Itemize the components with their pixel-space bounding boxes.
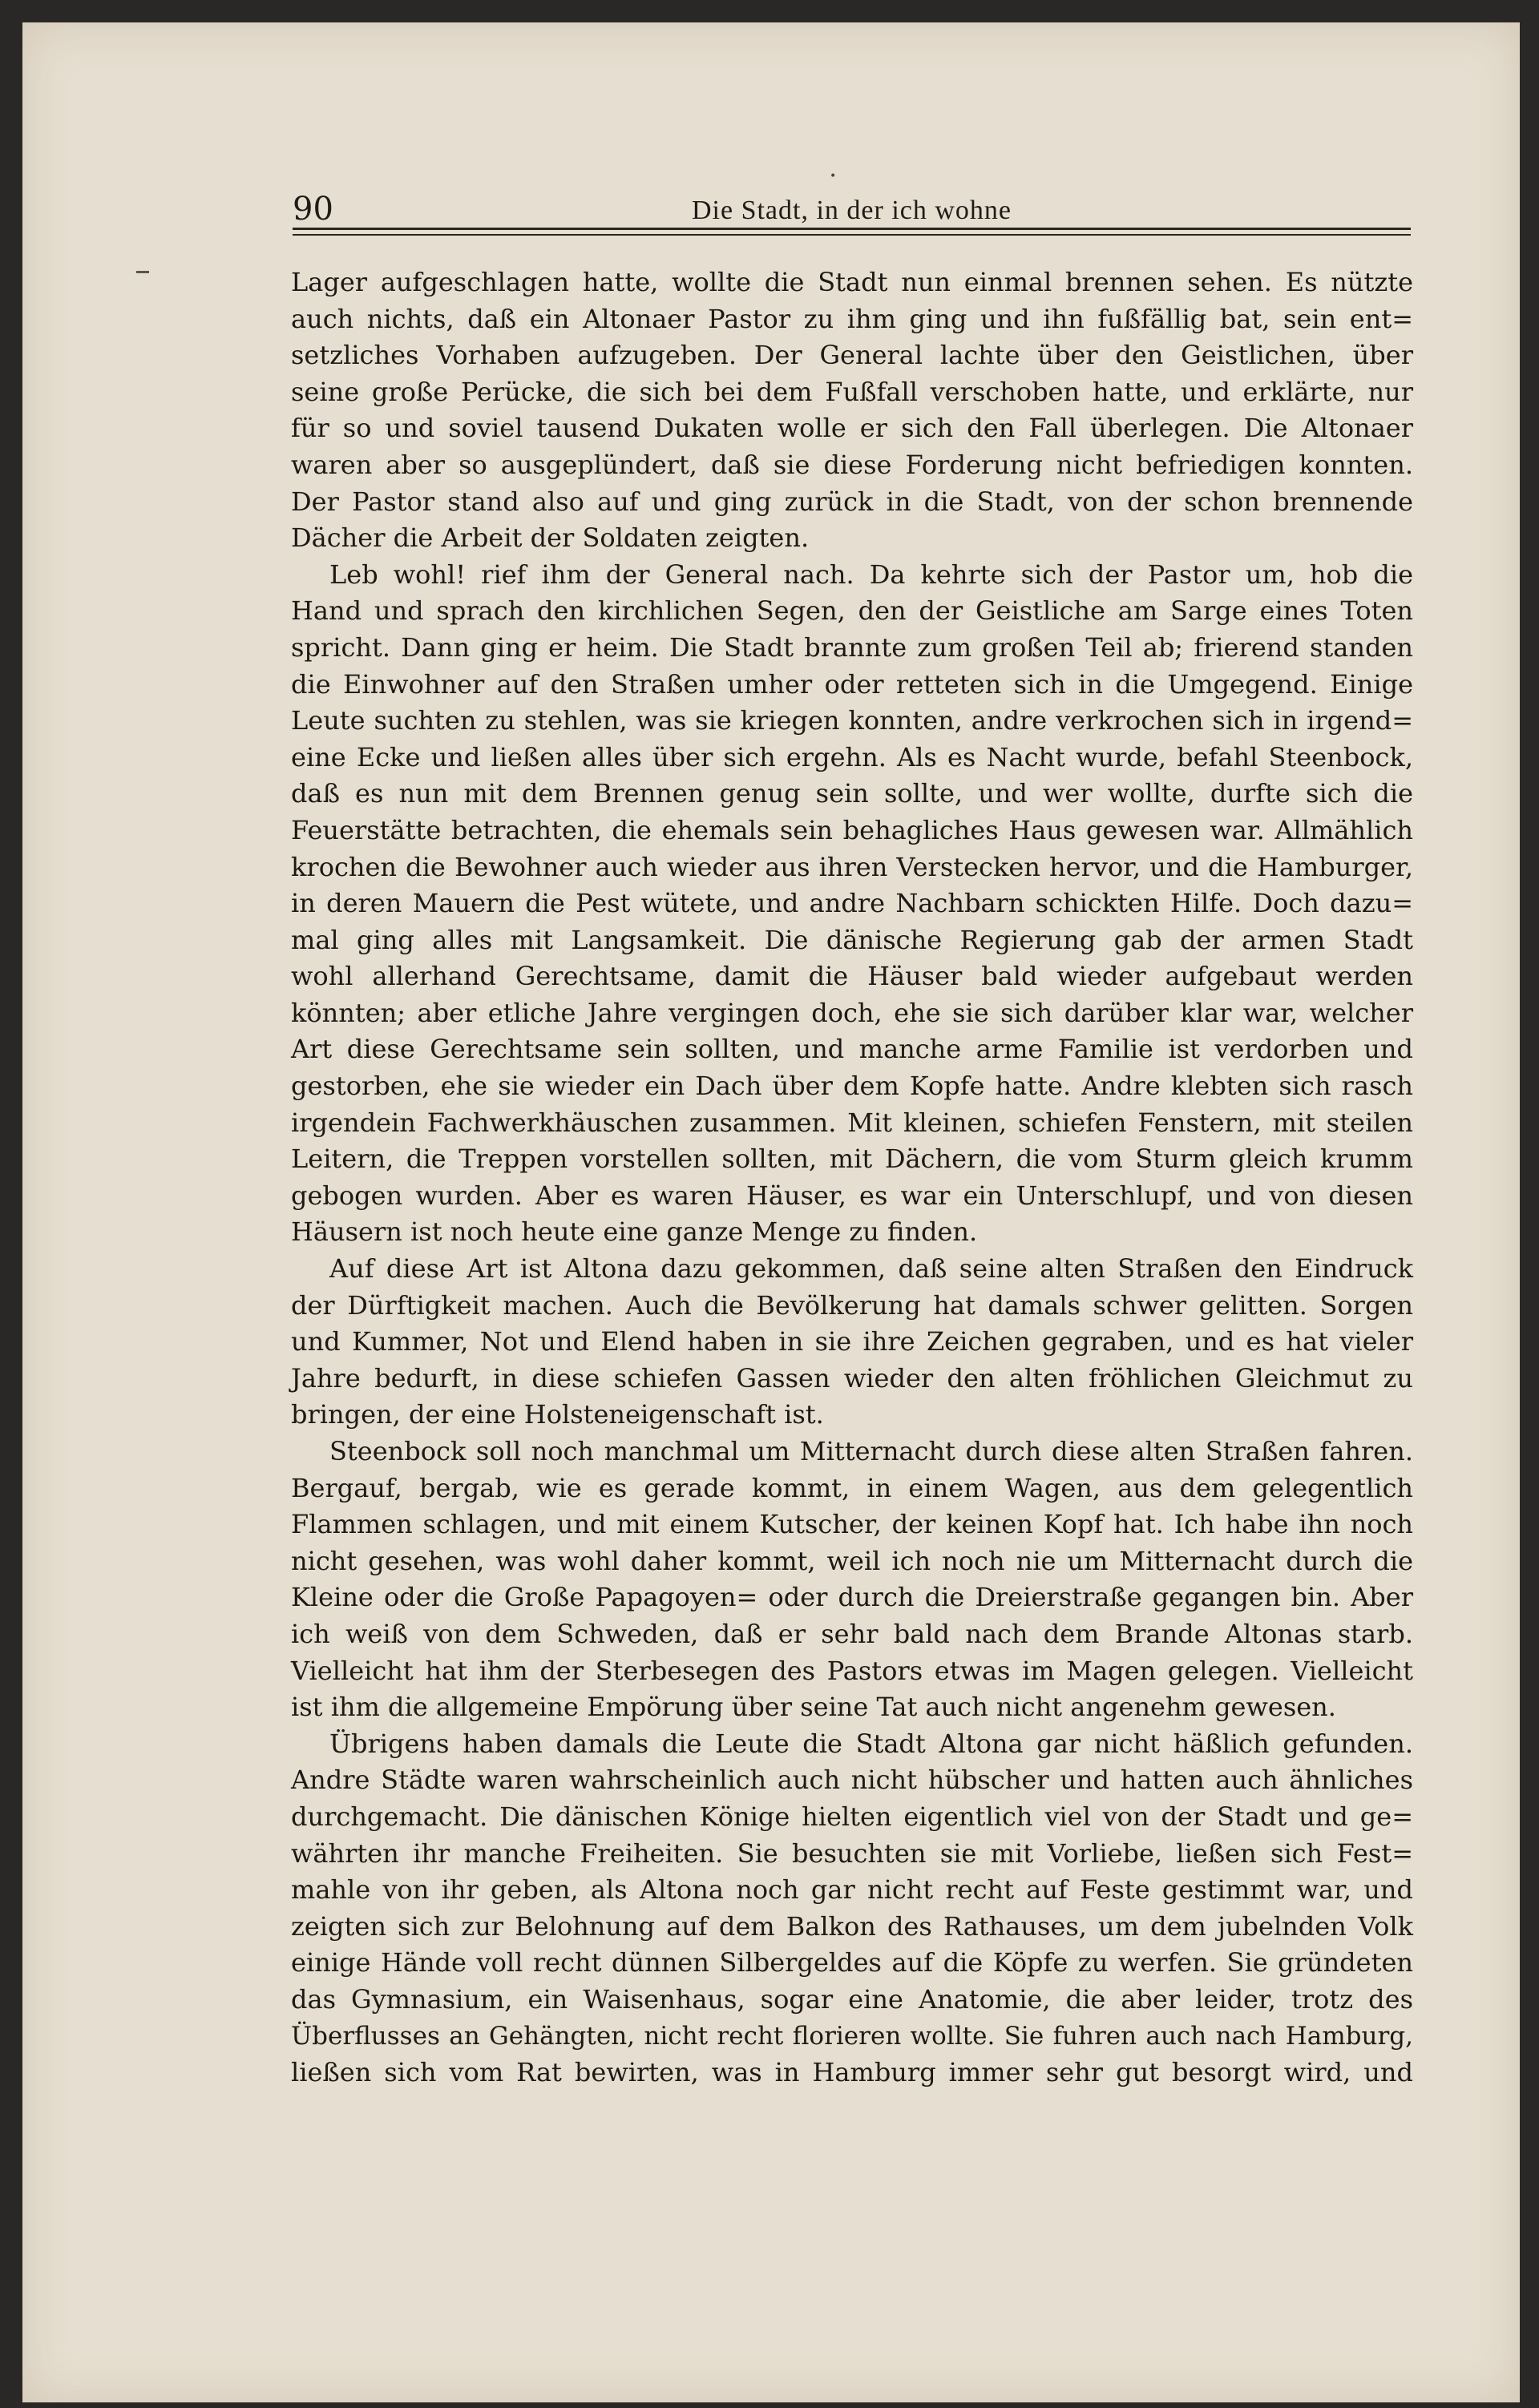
text-line: Bergauf, bergab, wie es gerade kommt, in einem Wagen, aus dem gelegentlich bbox=[291, 1472, 1413, 1503]
text-line: Leute suchten zu stehlen, was sie kriegen konnten, andre verkrochen sich in irgend= bbox=[291, 705, 1413, 736]
text-line: bringen, der eine Holsteneigenschaft ist. bbox=[291, 1399, 824, 1430]
page-number: 90 bbox=[293, 191, 333, 228]
header-rule-thick bbox=[293, 228, 1411, 230]
text-line: nicht gesehen, was wohl daher kommt, weil ich noch nie um Mitternacht durch die bbox=[291, 1545, 1413, 1576]
text-line: Flammen schlagen, und mit einem Kutscher, der keinen Kopf hat. Ich habe ihn noch bbox=[291, 1509, 1413, 1540]
text-line: Kleine oder die Große Papagoyen= oder durch die Dreierstraße gegangen bin. Aber bbox=[291, 1582, 1413, 1613]
text-line: ließen sich vom Rat bewirten, was in Hamburg immer sehr gut besorgt wird, und bbox=[291, 2057, 1413, 2088]
text-line: Hand und sprach den kirchlichen Segen, den der Geistliche am Sarge eines Toten bbox=[291, 595, 1413, 627]
text-line: könnten; aber etliche Jahre vergingen doch, ehe sie sich darüber klar war, welcher bbox=[291, 997, 1413, 1028]
text-line: ich weiß von dem Schweden, daß er sehr bald nach dem Brande Altonas starb. bbox=[291, 1618, 1413, 1649]
text-line: Steenbock soll noch manchmal um Mitternacht durch diese alten Straßen fahren. bbox=[329, 1436, 1413, 1466]
text-line: Andre Städte waren wahrscheinlich auch nicht hübscher und hatten auch ähnliches bbox=[291, 1765, 1413, 1796]
body-text bbox=[291, 264, 1413, 2091]
text-line: Vielleicht hat ihm der Sterbesegen des Pastors etwas im Magen gelegen. Vielleicht bbox=[291, 1655, 1413, 1686]
text-line: Leitern, die Treppen vorstellen sollten, mit Dächern, die vom Sturm gleich krumm bbox=[291, 1143, 1413, 1175]
text-line: einige Hände voll recht dünnen Silbergeldes auf die Köpfe zu werfen. Sie gründeten bbox=[291, 1947, 1413, 1978]
text-line: das Gymnasium, ein Waisenhaus, sogar eine Anatomie, die aber leider, trotz des bbox=[291, 1983, 1413, 2015]
text-line: Leb wohl! rief ihm der General nach. Da kehrte sich der Pastor um, hob die bbox=[329, 559, 1413, 590]
text-line: waren aber so ausgeplündert, daß sie diese Forderung nicht befriedigen konnten. bbox=[291, 449, 1413, 480]
text-line: Jahre bedurft, in diese schiefen Gassen wieder den alten fröhlichen Gleichmut zu bbox=[291, 1362, 1413, 1394]
text-line: für so und soviel tausend Dukaten wolle er sich den Fall überlegen. Die Altonaer bbox=[291, 413, 1413, 444]
ink-speck: • bbox=[830, 170, 837, 183]
text-line: mal ging alles mit Langsamkeit. Die dänische Regierung gab der armen Stadt bbox=[291, 924, 1413, 955]
text-line: mahle von ihr geben, als Altona noch gar nicht recht auf Feste gestimmt war, und bbox=[291, 1874, 1413, 1906]
text-line: gebogen wurden. Aber es waren Häuser, es war ein Unterschlupf, und von diesen bbox=[291, 1180, 1413, 1211]
margin-mark bbox=[136, 271, 149, 273]
text-line: Überflusses an Gehängten, nicht recht florieren wollte. Sie fuhren auch nach Hamburg, bbox=[291, 2021, 1413, 2051]
text-line: eine Ecke und ließen alles über sich ergehn. Als es Nacht wurde, befahl Steenbock, bbox=[291, 741, 1413, 772]
text-line: auch nichts, daß ein Altonaer Pastor zu ihm ging und ihn fußfällig bat, sein ent= bbox=[291, 303, 1413, 334]
text-line: gestorben, ehe sie wieder ein Dach über dem Kopfe hatte. Andre klebten sich rasch bbox=[291, 1071, 1413, 1102]
text-line: währten ihr manche Freiheiten. Sie besuchten sie mit Vorliebe, ließen sich Fest= bbox=[291, 1837, 1413, 1869]
text-line: und Kummer, Not und Elend haben in sie ihre Zeichen gegraben, und es hat vieler bbox=[291, 1326, 1413, 1357]
text-line: irgendein Fachwerkhäuschen zusammen. Mit kleinen, schiefen Fenstern, mit steilen bbox=[291, 1107, 1413, 1138]
text-line: Häusern ist noch heute eine ganze Menge zu finden. bbox=[291, 1216, 978, 1248]
text-line: Übrigens haben damals die Leute die Stadt Altona gar nicht häßlich gefunden. bbox=[329, 1728, 1413, 1759]
text-line: seine große Perücke, die sich bei dem Fußfall verschoben hatte, und erklärte, nur bbox=[291, 376, 1413, 407]
text-line: Dächer die Arbeit der Soldaten zeigten. bbox=[291, 522, 810, 554]
text-line: ist ihm die allgemeine Empörung über seine Tat auch nicht angenehm gewesen. bbox=[291, 1692, 1336, 1723]
header-rule-thin bbox=[293, 234, 1411, 236]
text-line: Lager aufgeschlagen hatte, wollte die Stadt nun einmal brennen sehen. Es nützte bbox=[291, 267, 1413, 297]
running-title: Die Stadt, in der ich wohne bbox=[691, 196, 1012, 225]
text-line: daß es nun mit dem Brennen genug sein sollte, und wer wollte, durfte sich die bbox=[291, 778, 1413, 809]
text-line: in deren Mauern die Pest wütete, und andre Nachbarn schickten Hilfe. Doch dazu= bbox=[291, 888, 1413, 919]
text-line: setzliches Vorhaben aufzugeben. Der General lachte über den Geistlichen, über bbox=[291, 340, 1413, 371]
text-line: spricht. Dann ging er heim. Die Stadt brannte zum großen Teil ab; frierend standen bbox=[291, 631, 1413, 663]
text-line: Der Pastor stand also auf und ging zurück in die Stadt, von der schon brennende bbox=[291, 486, 1413, 517]
text-line: Feuerstätte betrachten, die ehemals sein behagliches Haus gewesen war. Allmählich bbox=[291, 814, 1413, 845]
page-header bbox=[293, 184, 1411, 232]
text-line: Art diese Gerechtsame sein sollten, und manche arme Familie ist verdorben und bbox=[291, 1034, 1413, 1065]
text-line: der Dürftigkeit machen. Auch die Bevölkerung hat damals schwer gelitten. Sorgen bbox=[291, 1289, 1413, 1321]
text-line: krochen die Bewohner auch wieder aus ihren Verstecken hervor, und die Hamburger, bbox=[291, 851, 1413, 882]
text-line: Auf diese Art ist Altona dazu gekommen, daß seine alten Straßen den Eindruck bbox=[329, 1253, 1413, 1285]
text-line: durchgemacht. Die dänischen Könige hielten eigentlich viel von der Stadt und ge= bbox=[291, 1801, 1413, 1832]
text-line: zeigten sich zur Belohnung auf dem Balkon des Rathauses, um dem jubelnden Volk bbox=[291, 1910, 1413, 1942]
text-line: die Einwohner auf den Straßen umher oder retteten sich in die Umgegend. Einige bbox=[291, 668, 1413, 700]
text-line: wohl allerhand Gerechtsame, damit die Häuser bald wieder aufgebaut werden bbox=[291, 961, 1413, 992]
